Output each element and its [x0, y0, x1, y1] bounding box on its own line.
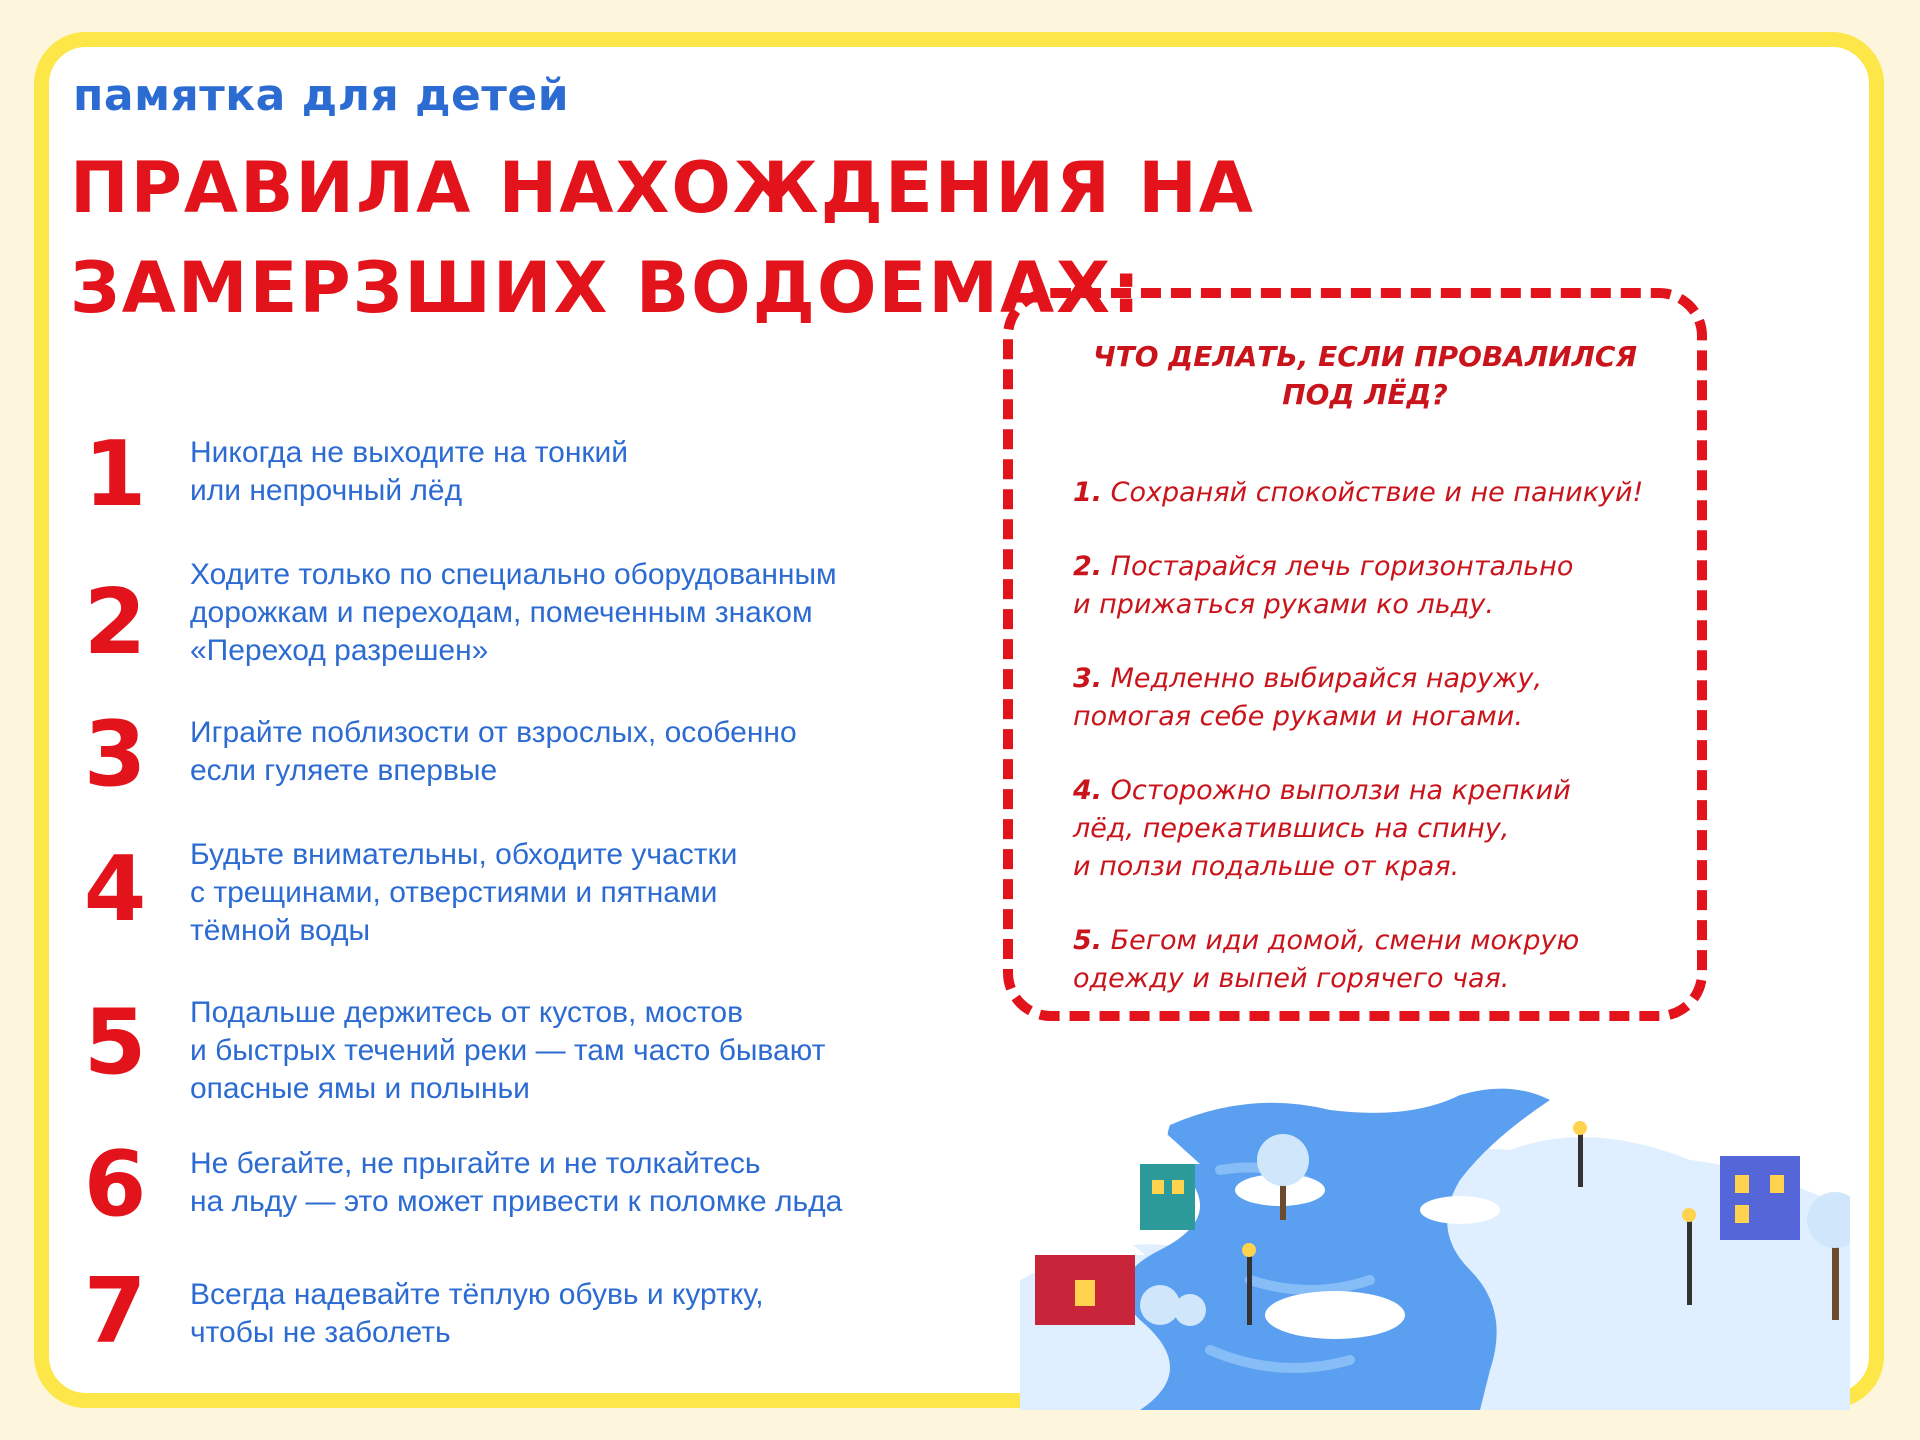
- rule-number: 6: [83, 1132, 147, 1237]
- emergency-step-2: [1073, 548, 1693, 624]
- emergency-step-3: [1073, 660, 1693, 736]
- step-number: 2.: [1073, 551, 1103, 582]
- rule-number: 4: [83, 837, 147, 942]
- rule-number: 3: [83, 702, 147, 807]
- blue-house: [1712, 1110, 1808, 1240]
- rule-number: 7: [83, 1259, 147, 1364]
- ice-floe-3: [1420, 1196, 1500, 1224]
- rule-text: Подальше держитесь от кустов, мостов и быстрых течений реки — там часто бывают опасные ямы и полыньи: [190, 996, 826, 1105]
- emergency-box: [1003, 288, 1707, 1021]
- rule-text: Будьте внимательны, обходите участки с трещинами, отверстиями и пятнами тёмной воды: [190, 838, 738, 947]
- emergency-step-5: [1073, 922, 1693, 998]
- step-number: 5.: [1073, 925, 1103, 956]
- step-text: Осторожно выползи на крепкий лёд, перекатившись на спину, и ползи подальше от края.: [1073, 775, 1571, 882]
- rule-text: Играйте поблизости от взрослых, особенно если гуляете впервые: [190, 716, 797, 787]
- frozen-river-illustration: [990, 1080, 1850, 1410]
- rule-text: Никогда не выходите на тонкий или непрочный лёд: [190, 436, 629, 507]
- step-text: Сохраняй спокойствие и не паникуй!: [1110, 477, 1644, 508]
- poster-title: ПРАВИЛА НАХОЖДЕНИЯ НА ЗАМЕРЗШИХ ВОДОЕМАХ:: [70, 147, 1255, 329]
- step-number: 4.: [1073, 775, 1103, 806]
- ice-floe-1: [1265, 1291, 1405, 1339]
- step-number: 1.: [1073, 477, 1103, 508]
- step-number: 3.: [1073, 663, 1103, 694]
- step-text: Медленно выбирайся наружу, помогая себе руками и ногами.: [1073, 663, 1543, 732]
- rule-text: Всегда надевайте тёплую обувь и куртку, чтобы не заболеть: [190, 1278, 764, 1349]
- rule-number: 1: [83, 422, 147, 527]
- rule-text: Ходите только по специально оборудованным дорожкам и переходам, помеченным знаком «Переход разрешен»: [190, 558, 837, 667]
- emergency-step-4: [1073, 772, 1693, 886]
- emergency-step-1: [1073, 474, 1693, 512]
- rule-number: 5: [83, 990, 147, 1095]
- poster-subtitle: памятка для детей: [73, 70, 570, 121]
- rule-number: 2: [83, 570, 147, 675]
- red-house: [1025, 1205, 1145, 1325]
- step-text: Постарайся лечь горизонтально и прижаться руками ко льду.: [1073, 551, 1574, 620]
- step-text: Бегом иди домой, смени мокрую одежду и выпей горячего чая.: [1073, 925, 1580, 994]
- emergency-heading: ЧТО ДЕЛАТЬ, ЕСЛИ ПРОВАЛИЛСЯ ПОД ЛЁД?: [1092, 340, 1638, 411]
- rule-text: Не бегайте, не прыгайте и не толкайтесь на льду — это может привести к поломке льда: [190, 1147, 843, 1218]
